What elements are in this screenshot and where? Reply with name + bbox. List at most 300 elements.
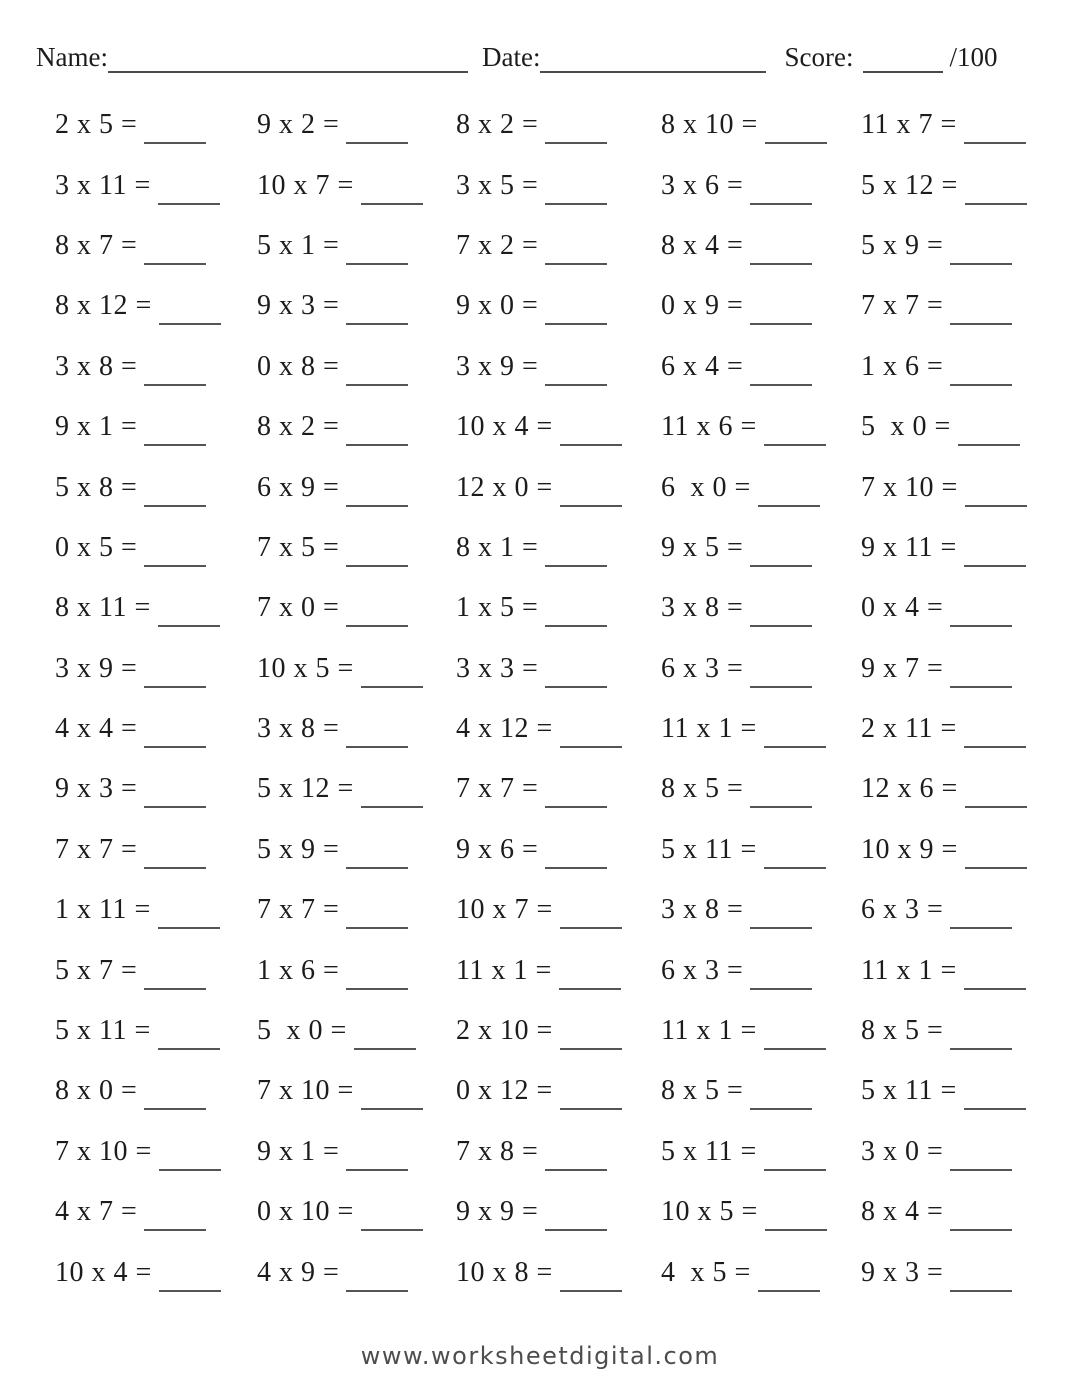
answer-blank [144,364,206,386]
answer-blank [964,122,1026,144]
problem-cell [257,1001,456,1061]
answer-blank [750,545,812,567]
answer-blank [346,424,408,446]
problem-cell [861,759,1080,819]
answer-blank [560,1028,622,1050]
problem-text: 3 x 8 = [55,350,138,382]
problem-text: 9 x 11 = [861,531,957,563]
answer-blank [545,666,607,688]
problem-text: 5 x 11 = [55,1015,151,1047]
problem-text: 7 x 10 = [861,471,958,503]
problem-cell [55,397,257,457]
problem-cell [257,397,456,457]
problem-text: 1 x 6 = [257,954,340,986]
problem-cell [55,1182,257,1242]
answer-blank [144,968,206,990]
score-label: Score: [784,42,854,72]
problem-cell [257,1182,456,1242]
problem-cell [456,276,661,336]
answer-blank [545,303,607,325]
problem-text: 5 x 0 = [257,1015,347,1047]
problem-text: 7 x 10 = [257,1075,354,1107]
answer-blank [950,1028,1012,1050]
problem-cell [257,880,456,940]
problem-cell [456,880,661,940]
answer-blank [750,364,812,386]
answer-blank [950,243,1012,265]
problem-text: 3 x 5 = [456,169,539,201]
problem-cell [257,337,456,397]
problem-cell [257,155,456,215]
problem-cell [661,1001,861,1061]
problem-cell [257,639,456,699]
problem-cell [661,95,861,155]
answer-blank [764,424,826,446]
problem-text: 6 x 4 = [661,350,744,382]
answer-blank [965,847,1027,869]
problem-text: 5 x 12 = [861,169,958,201]
answer-blank [750,786,812,808]
problem-cell [456,820,661,880]
problem-text: 7 x 7 = [861,290,944,322]
problem-cell [257,457,456,517]
problem-text: 8 x 5 = [661,773,744,805]
problem-cell [55,1001,257,1061]
answer-blank [545,545,607,567]
problem-text: 4 x 7 = [55,1196,138,1228]
footer-url: www.worksheetdigital.com [360,1342,720,1370]
answer-blank [346,1270,408,1292]
problem-text: 8 x 10 = [661,109,758,141]
answer-blank [750,666,812,688]
problem-cell [55,578,257,638]
problem-cell [55,457,257,517]
problem-text: 5 x 1 = [257,229,340,261]
problem-cell [861,578,1080,638]
answer-blank [346,605,408,627]
answer-blank [758,485,820,507]
problem-cell [257,1061,456,1121]
problem-text: 8 x 5 = [661,1075,744,1107]
problem-cell [661,518,861,578]
problem-cell [661,940,861,1000]
problem-cell [456,518,661,578]
answer-blank [144,786,206,808]
problem-text: 9 x 3 = [861,1256,944,1288]
answer-blank [159,1149,221,1171]
problem-text: 8 x 2 = [257,411,340,443]
problem-cell [861,1182,1080,1242]
problem-cell [861,337,1080,397]
problem-cell [55,155,257,215]
problem-cell [456,1182,661,1242]
problem-cell [861,820,1080,880]
problem-cell [861,1001,1080,1061]
problem-text: 7 x 10 = [55,1135,152,1167]
answer-blank [144,1088,206,1110]
answer-blank [361,1209,423,1231]
problem-cell [661,820,861,880]
answer-blank [965,485,1027,507]
problem-text: 5 x 11 = [661,1135,757,1167]
problem-text: 6 x 3 = [661,954,744,986]
problem-text: 11 x 6 = [661,411,757,443]
problem-cell [861,216,1080,276]
answer-blank [964,726,1026,748]
problem-cell [456,639,661,699]
problem-cell [55,518,257,578]
problem-text: 11 x 1 = [456,954,552,986]
problem-cell [661,216,861,276]
problem-text: 7 x 8 = [456,1135,539,1167]
problem-cell [257,518,456,578]
answer-blank [950,364,1012,386]
problem-cell [55,699,257,759]
problem-cell [456,216,661,276]
problem-cell [661,1061,861,1121]
problem-cell [55,940,257,1000]
answer-blank [560,726,622,748]
answer-blank [361,183,423,205]
answer-blank [950,303,1012,325]
problem-cell [861,155,1080,215]
answer-blank [158,907,220,929]
answer-blank [144,424,206,446]
answer-blank [560,1088,622,1110]
problem-text: 0 x 5 = [55,531,138,563]
answer-blank [964,1088,1026,1110]
answer-blank [144,666,206,688]
problem-text: 3 x 9 = [55,652,138,684]
problem-text: 1 x 6 = [861,350,944,382]
problem-text: 8 x 12 = [55,290,152,322]
problem-text: 7 x 7 = [257,894,340,926]
score-total: /100 [949,42,998,72]
answer-blank [346,907,408,929]
problem-text: 5 x 8 = [55,471,138,503]
problem-cell [861,1122,1080,1182]
answer-blank [346,545,408,567]
answer-blank [560,424,622,446]
problem-cell [861,880,1080,940]
problem-text: 1 x 5 = [456,592,539,624]
problem-text: 10 x 8 = [456,1256,553,1288]
problem-cell [456,457,661,517]
answer-blank [144,847,206,869]
problem-text: 4 x 4 = [55,713,138,745]
problem-cell [257,95,456,155]
problem-text: 6 x 3 = [661,652,744,684]
problem-cell [55,216,257,276]
problem-cell [861,639,1080,699]
answer-blank [144,545,206,567]
problem-text: 5 x 9 = [257,833,340,865]
problem-cell [456,1061,661,1121]
problem-cell [55,639,257,699]
answer-blank [750,243,812,265]
problem-cell [456,397,661,457]
problem-cell [661,639,861,699]
problem-text: 2 x 11 = [861,713,957,745]
name-label: Name: [36,42,108,72]
problem-cell [456,578,661,638]
problem-cell [257,216,456,276]
problem-cell [456,95,661,155]
problem-text: 10 x 7 = [257,169,354,201]
problem-text: 9 x 7 = [861,652,944,684]
problem-text: 9 x 5 = [661,531,744,563]
problem-cell [661,1122,861,1182]
problem-text: 7 x 5 = [257,531,340,563]
problem-text: 3 x 8 = [661,894,744,926]
problem-cell [661,155,861,215]
answer-blank [765,1209,827,1231]
answer-blank [764,726,826,748]
problem-text: 9 x 0 = [456,290,539,322]
problem-cell [456,940,661,1000]
answer-blank [545,122,607,144]
problem-text: 0 x 12 = [456,1075,553,1107]
answer-blank [750,605,812,627]
problem-text: 5 x 12 = [257,773,354,805]
problem-cell [661,699,861,759]
answer-blank [750,968,812,990]
problem-text: 8 x 4 = [661,229,744,261]
answer-blank [560,485,622,507]
problem-cell [55,880,257,940]
answer-blank [346,968,408,990]
problem-text: 4 x 12 = [456,713,553,745]
answer-blank [545,786,607,808]
problem-cell [661,457,861,517]
problem-cell [456,1001,661,1061]
answer-blank [346,847,408,869]
problem-text: 0 x 9 = [661,290,744,322]
problem-cell [661,1182,861,1242]
problem-text: 6 x 0 = [661,471,751,503]
problem-cell [257,820,456,880]
problem-cell [661,337,861,397]
problem-cell [55,820,257,880]
answer-blank [750,907,812,929]
problem-text: 9 x 1 = [257,1135,340,1167]
problem-text: 8 x 1 = [456,531,539,563]
problem-text: 1 x 11 = [55,894,151,926]
answer-blank [545,847,607,869]
answer-blank [346,726,408,748]
answer-blank [950,666,1012,688]
problem-text: 2 x 10 = [456,1015,553,1047]
problem-cell [456,1242,661,1302]
answer-blank [764,847,826,869]
problem-cell [861,940,1080,1000]
answer-blank [958,424,1020,446]
problem-text: 2 x 5 = [55,109,138,141]
answer-blank [158,1028,220,1050]
problem-text: 12 x 0 = [456,471,553,503]
answer-blank [346,122,408,144]
problem-cell [861,699,1080,759]
answer-blank [346,303,408,325]
problem-text: 5 x 11 = [861,1075,957,1107]
problem-text: 5 x 11 = [661,833,757,865]
answer-blank [750,303,812,325]
problem-text: 10 x 7 = [456,894,553,926]
answer-blank [144,122,206,144]
problem-text: 5 x 9 = [861,229,944,261]
problem-text: 10 x 4 = [55,1256,152,1288]
answer-blank [764,1028,826,1050]
problem-cell [55,1122,257,1182]
problem-cell [456,155,661,215]
answer-blank [950,1149,1012,1171]
problem-cell [55,95,257,155]
problem-text: 0 x 10 = [257,1196,354,1228]
problem-text: 7 x 2 = [456,229,539,261]
problem-text: 9 x 6 = [456,833,539,865]
score-blank-line [863,47,943,73]
problem-cell [55,1242,257,1302]
problem-text: 3 x 8 = [661,592,744,624]
problem-cell [861,1242,1080,1302]
answer-blank [750,1088,812,1110]
problem-text: 9 x 1 = [55,411,138,443]
problem-text: 10 x 9 = [861,833,958,865]
worksheet-header [0,0,1080,73]
answer-blank [750,183,812,205]
problem-text: 5 x 0 = [861,411,951,443]
answer-blank [354,1028,416,1050]
problem-cell [661,1242,861,1302]
problem-text: 11 x 1 = [661,1015,757,1047]
answer-blank [965,183,1027,205]
problem-text: 0 x 4 = [861,592,944,624]
problem-cell [861,1061,1080,1121]
answer-blank [964,968,1026,990]
problem-text: 7 x 7 = [55,833,138,865]
problem-text: 7 x 7 = [456,773,539,805]
problem-text: 7 x 0 = [257,592,340,624]
problem-text: 3 x 8 = [257,713,340,745]
problem-cell [456,759,661,819]
problem-cell [257,940,456,1000]
problem-text: 6 x 3 = [861,894,944,926]
problem-cell [861,95,1080,155]
problem-cell [257,759,456,819]
answer-blank [346,364,408,386]
answer-blank [346,1149,408,1171]
answer-blank [159,303,221,325]
problem-text: 8 x 7 = [55,229,138,261]
problem-text: 8 x 4 = [861,1196,944,1228]
problem-cell [661,759,861,819]
answer-blank [950,907,1012,929]
answer-blank [545,243,607,265]
problem-text: 3 x 0 = [861,1135,944,1167]
answer-blank [758,1270,820,1292]
answer-blank [361,786,423,808]
problem-text: 9 x 3 = [257,290,340,322]
problem-text: 12 x 6 = [861,773,958,805]
answer-blank [158,605,220,627]
problem-text: 9 x 2 = [257,109,340,141]
answer-blank [159,1270,221,1292]
answer-blank [545,605,607,627]
problem-text: 8 x 5 = [861,1015,944,1047]
problem-cell [861,457,1080,517]
problem-cell [55,1061,257,1121]
problem-cell [661,578,861,638]
problem-text: 10 x 5 = [661,1196,758,1228]
date-blank-line [540,47,766,73]
problem-text: 6 x 9 = [257,471,340,503]
problem-cell [456,337,661,397]
answer-blank [144,243,206,265]
problem-text: 5 x 7 = [55,954,138,986]
problem-text: 11 x 7 = [861,109,957,141]
problem-text: 10 x 4 = [456,411,553,443]
problem-cell [257,276,456,336]
problems-grid [0,95,1080,1303]
problem-text: 9 x 3 = [55,773,138,805]
problem-text: 11 x 1 = [661,713,757,745]
problem-text: 8 x 11 = [55,592,151,624]
problem-cell [456,1122,661,1182]
answer-blank [361,1088,423,1110]
answer-blank [144,485,206,507]
problem-cell [661,397,861,457]
problem-cell [55,337,257,397]
problem-cell [661,276,861,336]
problem-cell [55,276,257,336]
name-blank-line [108,47,468,73]
problem-cell [456,699,661,759]
answer-blank [764,1149,826,1171]
problem-cell [861,518,1080,578]
answer-blank [144,1209,206,1231]
answer-blank [560,1270,622,1292]
problem-text: 10 x 5 = [257,652,354,684]
problem-cell [257,699,456,759]
problem-cell [55,759,257,819]
problem-text: 0 x 8 = [257,350,340,382]
answer-blank [346,243,408,265]
answer-blank [765,122,827,144]
date-label: Date: [481,42,541,72]
answer-blank [545,364,607,386]
problem-text: 11 x 1 = [861,954,957,986]
problem-cell [861,397,1080,457]
answer-blank [545,1149,607,1171]
answer-blank [965,786,1027,808]
problem-text: 9 x 9 = [456,1196,539,1228]
answer-blank [559,968,621,990]
answer-blank [560,907,622,929]
problem-cell [257,1242,456,1302]
problem-text: 4 x 9 = [257,1256,340,1288]
answer-blank [144,726,206,748]
answer-blank [545,1209,607,1231]
problem-cell [861,276,1080,336]
problem-cell [257,578,456,638]
problem-cell [661,880,861,940]
answer-blank [950,1270,1012,1292]
answer-blank [545,183,607,205]
problem-text: 3 x 9 = [456,350,539,382]
problem-text: 3 x 11 = [55,169,151,201]
problem-text: 8 x 0 = [55,1075,138,1107]
answer-blank [361,666,423,688]
